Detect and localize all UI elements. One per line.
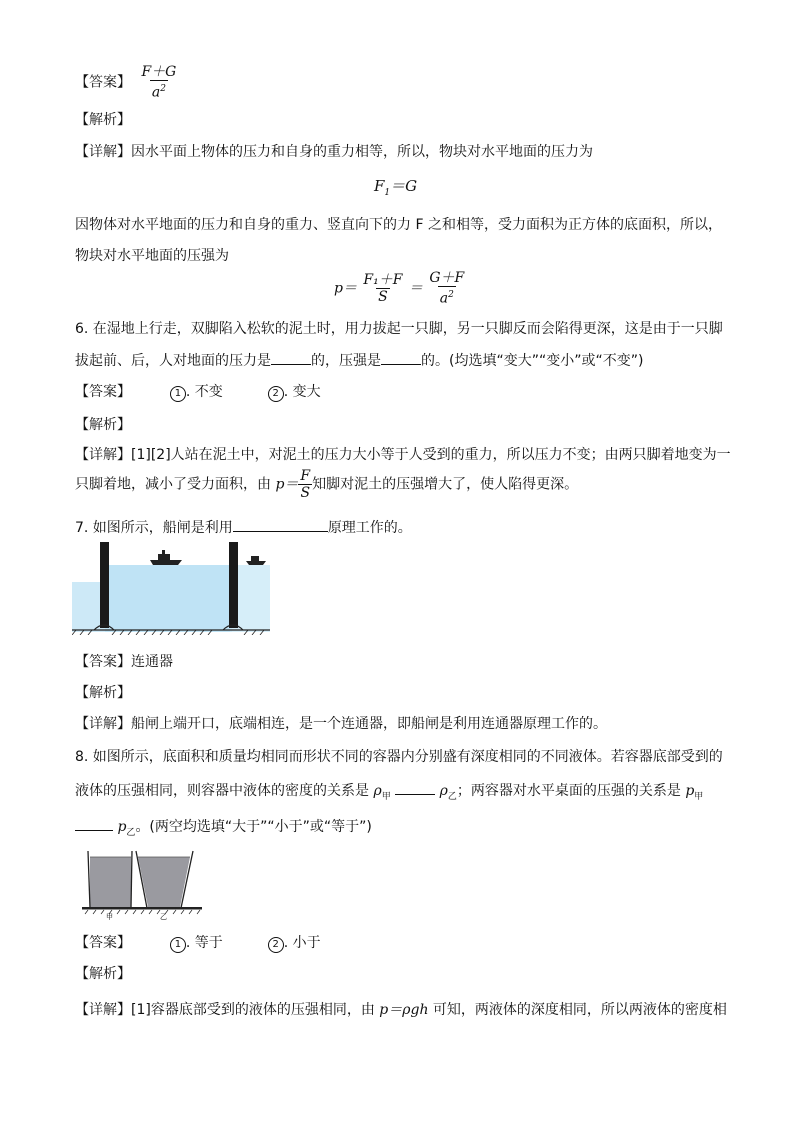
detail-label: 【详解】 bbox=[75, 447, 131, 463]
detail-label: 【详解】 bbox=[75, 144, 131, 160]
q6-answer-1-number: 1 bbox=[170, 386, 186, 402]
q5-para2-line1: 因物体对水平地面的压力和自身的重力、竖直向下的力 F 之和相等，受力面积为正方体的底面积，所以， bbox=[75, 217, 722, 233]
ship-icon bbox=[150, 550, 182, 565]
answer-label: 【答案】 bbox=[75, 384, 131, 400]
q6-blank-2 bbox=[381, 350, 421, 365]
q8-blank-2 bbox=[75, 816, 113, 831]
answer-label: 【答案】 bbox=[75, 654, 131, 670]
q8-answer-2: . 小于 bbox=[283, 935, 321, 951]
q7-question: 7. 如图所示，船闸是利用 原理工作的。 bbox=[75, 517, 412, 537]
ship-lock-figure bbox=[72, 540, 270, 635]
container-jia bbox=[88, 851, 132, 908]
container-yi bbox=[136, 851, 193, 908]
small-boat-icon bbox=[246, 556, 266, 565]
q5-answer-denominator: $a^2$ bbox=[150, 80, 168, 101]
q6-question-line2: 拔起前、后，人对地面的压力是 的，压强是 的。(均选填“变大”“变小”或“不变”) bbox=[75, 350, 643, 370]
q6-blank-1 bbox=[271, 350, 311, 365]
q8-question-line1: 8. 如图所示，底面积和质量均相同而形状不同的容器内分别盛有深度相同的不同液体。若容器底部受到的 bbox=[75, 749, 723, 765]
q8-blank-1 bbox=[395, 780, 435, 795]
containers-figure bbox=[80, 848, 205, 920]
q7-answer-row bbox=[75, 651, 173, 671]
q5-eq2-fraction-1: $\frac{\text{F₁＋F}}{S}$ bbox=[363, 271, 403, 305]
answer-label: 【答案】 bbox=[75, 935, 131, 951]
q8-answer-1: . 等于 bbox=[185, 935, 223, 951]
q6-detail-line1: 【详解】[1][2]人站在泥土中，对泥土的压力大小等于人受到的重力，所以压力不变；由两只脚着地变为一 bbox=[75, 447, 731, 463]
detail-label: 【详解】 bbox=[75, 716, 131, 732]
q7-blank bbox=[233, 517, 328, 532]
figure-label-yi: 乙 bbox=[160, 913, 167, 920]
analysis-label: 【解析】 bbox=[75, 966, 131, 982]
analysis-label: 【解析】 bbox=[75, 112, 131, 128]
q5-answer-fraction bbox=[139, 64, 178, 101]
q8-answer-row bbox=[75, 932, 321, 953]
q5-para2-line2: 物块对水平地面的压强为 bbox=[75, 248, 229, 264]
q5-equation-1: $F_1=G$ bbox=[374, 177, 418, 198]
analysis-label: 【解析】 bbox=[75, 417, 131, 433]
figure-label-jia: 甲 bbox=[106, 913, 113, 920]
detail-label: 【详解】 bbox=[75, 1002, 131, 1018]
q6-question-line1: 6. 在湿地上行走，双脚陷入松软的泥土时，用力拔起一只脚，另一只脚反而会陷得更深，这是由于一只脚 bbox=[75, 321, 723, 337]
q6-detail-line2: 只脚着地，减小了受力面积，由 p＝ $\frac{F}{S}$ 知脚对泥土的压强增大了，使人陷得更深。 bbox=[75, 468, 579, 501]
q5-equation-2: p＝ $\frac{\text{F₁＋F}}{S}$ ＝ $\frac{G+F}{a^2}$ bbox=[334, 270, 465, 307]
q8-detail: 【详解】[1]容器底部受到的液体的压强相同，由 p＝ρgh 可知，两液体的深度相同，所以两液体的密度相 bbox=[75, 1002, 727, 1018]
q8-question-line3: $p_乙$。(两空均选填“大于”“小于”或“等于”) bbox=[75, 816, 372, 838]
q7-detail: 【详解】船闸上端开口，底端相连，是一个连通器，即船闸是利用连通器原理工作的。 bbox=[75, 716, 607, 732]
q6-answer-1: . 不变 bbox=[185, 384, 223, 400]
q6-detail-fraction: $\frac{F}{S}$ bbox=[300, 468, 311, 501]
q5-detail-line1: 【详解】因水平面上物体的压力和自身的重力相等，所以，物块对水平地面的压力为 bbox=[75, 144, 593, 160]
q6-answer-row bbox=[75, 381, 321, 402]
lock-gate-right bbox=[229, 542, 238, 628]
lock-gate-left bbox=[100, 542, 109, 628]
q7-answer: 连通器 bbox=[131, 654, 173, 670]
q8-answer-1-number: 1 bbox=[170, 937, 186, 953]
q8-question-line2: 液体的压强相同，则容器中液体的密度的关系是 $\rho_甲$ $\rho_乙$；两容器对水平桌面的压强的关系是 $p_甲$ bbox=[75, 780, 703, 802]
q5-answer-row bbox=[75, 64, 178, 101]
analysis-label: 【解析】 bbox=[75, 685, 131, 701]
q5-eq2-fraction-2: $\frac{G+F}{a^2}$ bbox=[429, 270, 465, 307]
q6-answer-2: . 变大 bbox=[283, 384, 321, 400]
answer-label: 【答案】 bbox=[75, 74, 131, 91]
q6-answer-2-number: 2 bbox=[268, 386, 284, 402]
q5-answer-numerator: F＋G bbox=[141, 64, 177, 80]
q8-answer-2-number: 2 bbox=[268, 937, 284, 953]
